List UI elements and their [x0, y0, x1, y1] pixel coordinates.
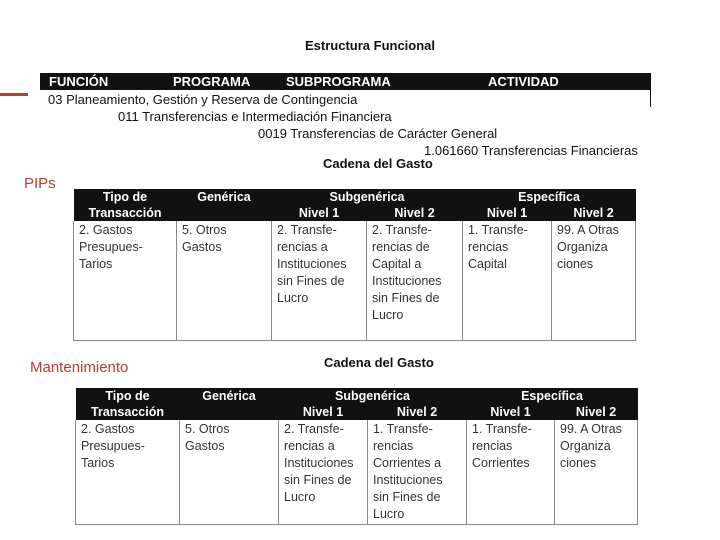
cell-line: Lucro	[373, 507, 405, 521]
cell-line: sin Fines de	[372, 291, 440, 305]
cell-line: rencias a	[277, 240, 328, 254]
cell-especifica-nivel1	[467, 420, 555, 525]
head-esp-nivel2: Nivel 2	[552, 205, 636, 221]
cadena2-row	[76, 420, 638, 525]
cell-line: Tarios	[79, 257, 113, 271]
cell-line: Lucro	[284, 490, 316, 504]
accent-line	[0, 93, 28, 96]
head-sub-nivel2: Nivel 2	[367, 205, 463, 221]
cell-line: ciones	[560, 456, 597, 470]
head-esp-nivel1: Nivel 1	[463, 205, 552, 221]
cell-line: rencias	[472, 439, 513, 453]
cell-line: 99. A Otras	[560, 422, 622, 436]
cell-line: rencias	[468, 240, 509, 254]
cell-subgenerica-nivel1	[272, 221, 367, 340]
head-tipo: Tipo de	[74, 189, 177, 205]
estructura-title: Estructura Funcional	[305, 38, 436, 53]
header-programa: PROGRAMA	[173, 74, 251, 89]
cell-generica	[177, 221, 272, 340]
head-especifica: Específica	[467, 388, 638, 404]
cell-line: 2. Transfe-	[284, 422, 344, 436]
pips-label: PIPs	[24, 175, 56, 192]
cell-line: rencias	[373, 439, 414, 453]
cell-line: 1. Transfe-	[373, 422, 433, 436]
mantenimiento-label: Mantenimiento	[30, 359, 129, 376]
cadena1-title: Cadena del Gasto	[323, 156, 433, 171]
cell-subgenerica-nivel2	[367, 221, 463, 340]
head-subgenerica: Subgenérica	[279, 388, 467, 404]
cell-line: 99. A Otras	[557, 223, 619, 237]
cell-line: rencias a	[284, 439, 335, 453]
cell-tipo-transaccion	[74, 221, 177, 340]
head-generica: Genérica	[180, 388, 279, 404]
level-subprograma: 0019 Transferencias de Carácter General	[258, 126, 498, 141]
cell-line: Tarios	[81, 456, 115, 470]
cell-line: Presupues-	[79, 240, 143, 254]
cell-line: Organiza	[557, 240, 608, 254]
cell-line: Capital	[468, 257, 507, 271]
head-blank	[177, 205, 272, 221]
cell-line: rencias de	[372, 240, 430, 254]
cell-line: Gastos	[182, 240, 222, 254]
level-programa: 011 Transferencias e Intermediación Financiera	[118, 109, 392, 124]
cell-line: Instituciones	[372, 274, 442, 288]
cell-line: 5. Otros	[182, 223, 227, 237]
header-funcion: FUNCIÓN	[49, 74, 109, 89]
head-esp-nivel1: Nivel 1	[467, 404, 555, 420]
cell-line: sin Fines de	[277, 274, 345, 288]
cell-generica	[180, 420, 279, 525]
cell-line: Capital a	[372, 257, 422, 271]
cell-especifica-nivel2	[552, 221, 636, 340]
cell-line: Lucro	[277, 291, 309, 305]
cell-subgenerica-nivel2	[368, 420, 467, 525]
head-sub-nivel1: Nivel 1	[272, 205, 367, 221]
cadena1-head-top	[74, 189, 636, 205]
head-esp-nivel2: Nivel 2	[555, 404, 638, 420]
cell-line: Presupues-	[81, 439, 145, 453]
cell-subgenerica-nivel1	[279, 420, 368, 525]
cell-line: 2. Transfe-	[372, 223, 432, 237]
cell-line: sin Fines de	[284, 473, 352, 487]
cadena2-title: Cadena del Gasto	[324, 355, 434, 370]
head-transaccion: Transacción	[74, 205, 177, 221]
cadena1-row	[74, 221, 636, 340]
cell-tipo-transaccion	[76, 420, 180, 525]
cell-line: Instituciones	[373, 473, 443, 487]
cadena2-head-top	[76, 388, 638, 404]
head-sub-nivel2: Nivel 2	[368, 404, 467, 420]
cell-line: Gastos	[185, 439, 225, 453]
cell-especifica-nivel1	[463, 221, 552, 340]
head-transaccion: Transacción	[76, 404, 180, 420]
cell-line: sin Fines de	[373, 490, 441, 504]
head-tipo: Tipo de	[76, 388, 180, 404]
cell-especifica-nivel2	[555, 420, 638, 525]
cell-line: 2. Transfe-	[277, 223, 337, 237]
head-subgenerica: Subgenérica	[272, 189, 463, 205]
estructura-header-bar	[40, 73, 651, 90]
cadena1-head-bottom	[74, 205, 636, 221]
cell-line: 2. Gastos	[81, 422, 135, 436]
head-especifica: Específica	[463, 189, 636, 205]
cadena1-table	[73, 189, 636, 341]
header-bar-edge	[650, 90, 651, 107]
cell-line: ciones	[557, 257, 594, 271]
cell-line: 5. Otros	[185, 422, 230, 436]
cell-line: 1. Transfe-	[468, 223, 528, 237]
head-sub-nivel1: Nivel 1	[279, 404, 368, 420]
cell-line: Corrientes	[472, 456, 530, 470]
head-blank	[180, 404, 279, 420]
header-actividad: ACTIVIDAD	[488, 74, 559, 89]
cell-line: Organiza	[560, 439, 611, 453]
level-funcion: 03 Planeamiento, Gestión y Reserva de Contingencia	[48, 92, 358, 107]
cell-line: Instituciones	[277, 257, 347, 271]
cadena2-table	[75, 388, 638, 525]
head-generica: Genérica	[177, 189, 272, 205]
cell-line: Lucro	[372, 308, 404, 322]
level-actividad: 1.061660 Transferencias Financieras	[424, 143, 638, 158]
cadena2-head-bottom	[76, 404, 638, 420]
header-subprograma: SUBPROGRAMA	[286, 74, 391, 89]
cell-line: Instituciones	[284, 456, 354, 470]
cell-line: 1. Transfe-	[472, 422, 532, 436]
cell-line: Corrientes a	[373, 456, 442, 470]
cell-line: 2. Gastos	[79, 223, 133, 237]
